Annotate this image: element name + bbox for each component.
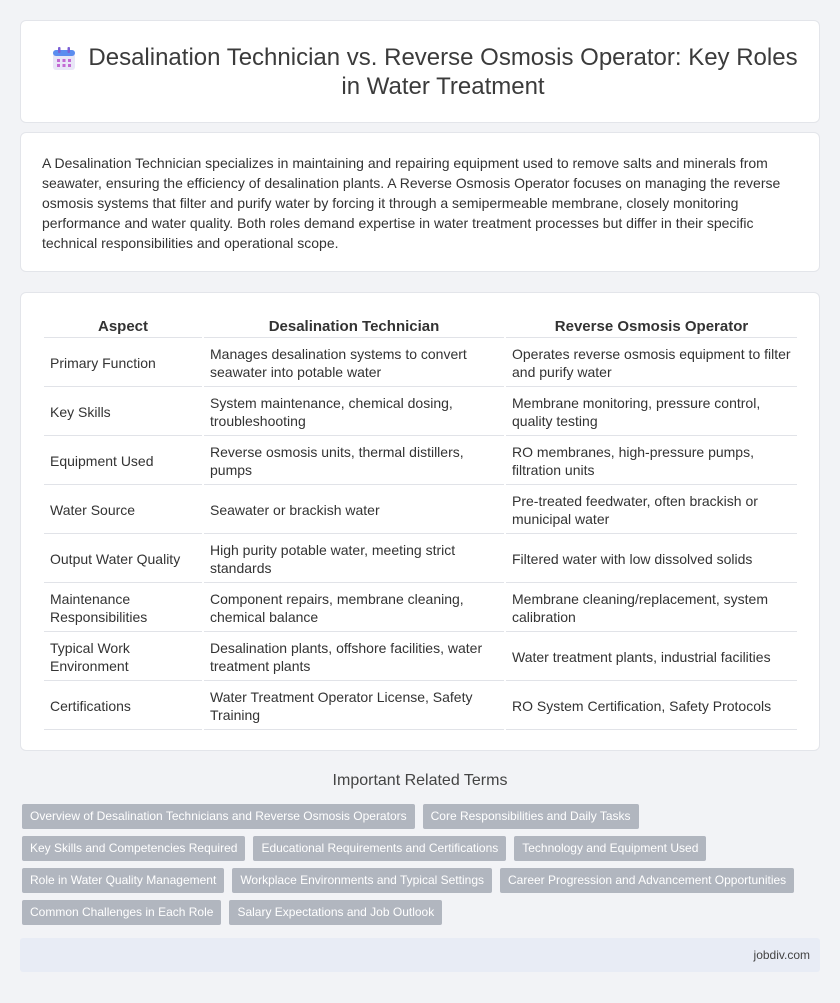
- tag-row: [22, 836, 822, 868]
- table-cell: Water Treatment Operator License, Safety Training: [204, 683, 504, 730]
- related-term-tag[interactable]: Key Skills and Competencies Required: [22, 836, 245, 861]
- footer-bar: [20, 938, 820, 972]
- table-cell: Operates reverse osmosis equipment to filter and purify water: [506, 340, 797, 387]
- table-cell: Water treatment plants, industrial facilities: [506, 634, 797, 681]
- table-cell: Membrane cleaning/replacement, system calibration: [506, 585, 797, 632]
- table-row: [44, 536, 797, 583]
- column-header-reverse-osmosis-operator: Reverse Osmosis Operator: [506, 314, 797, 338]
- table-row: [44, 683, 797, 730]
- footer-site-link[interactable]: jobdiv.com: [753, 948, 810, 962]
- related-terms-tags: [22, 804, 822, 932]
- table-cell: High purity potable water, meeting strict standards: [204, 536, 504, 583]
- table-cell-aspect: Certifications: [44, 683, 202, 730]
- table-cell-aspect: Equipment Used: [44, 438, 202, 485]
- related-term-tag[interactable]: Core Responsibilities and Daily Tasks: [423, 804, 639, 829]
- related-term-tag[interactable]: Salary Expectations and Job Outlook: [229, 900, 442, 925]
- column-header-aspect: Aspect: [44, 314, 202, 338]
- header-card: [20, 20, 820, 123]
- table-header-row: [44, 314, 797, 338]
- related-term-tag[interactable]: Common Challenges in Each Role: [22, 900, 221, 925]
- table-cell: Filtered water with low dissolved solids: [506, 536, 797, 583]
- table-cell: Membrane monitoring, pressure control, quality testing: [506, 389, 797, 436]
- table-row: [44, 340, 797, 387]
- comparison-table: [42, 312, 799, 732]
- table-row: [44, 487, 797, 534]
- table-cell: Pre-treated feedwater, often brackish or municipal water: [506, 487, 797, 534]
- column-header-desalination-technician: Desalination Technician: [204, 314, 504, 338]
- page-title: Desalination Technician vs. Reverse Osmosis Operator: Key Roles in Water Treatment: [88, 44, 798, 100]
- related-term-tag[interactable]: Workplace Environments and Typical Settings: [232, 868, 492, 893]
- tag-row: [22, 868, 822, 900]
- table-row: [44, 585, 797, 632]
- related-term-tag[interactable]: Technology and Equipment Used: [514, 836, 706, 861]
- table-cell: Component repairs, membrane cleaning, chemical balance: [204, 585, 504, 632]
- related-term-tag[interactable]: Overview of Desalination Technicians and Reverse Osmosis Operators: [22, 804, 415, 829]
- table-cell-aspect: Output Water Quality: [44, 536, 202, 583]
- table-row: [44, 389, 797, 436]
- table-cell: Seawater or brackish water: [204, 487, 504, 534]
- table-cell: Desalination plants, offshore facilities, water treatment plants: [204, 634, 504, 681]
- table-cell: RO System Certification, Safety Protocols: [506, 683, 797, 730]
- related-term-tag[interactable]: Role in Water Quality Management: [22, 868, 224, 893]
- comparison-table-card: [20, 292, 820, 751]
- table-cell-aspect: Primary Function: [44, 340, 202, 387]
- tag-row: [22, 804, 822, 836]
- table-cell-aspect: Maintenance Responsibilities: [44, 585, 202, 632]
- table-cell: System maintenance, chemical dosing, troubleshooting: [204, 389, 504, 436]
- related-term-tag[interactable]: Career Progression and Advancement Opportunities: [500, 868, 794, 893]
- intro-card: [20, 132, 820, 272]
- table-cell-aspect: Key Skills: [44, 389, 202, 436]
- table-cell: Manages desalination systems to convert seawater into potable water: [204, 340, 504, 387]
- table-row: [44, 438, 797, 485]
- table-cell-aspect: Water Source: [44, 487, 202, 534]
- related-term-tag[interactable]: Educational Requirements and Certifications: [253, 836, 506, 861]
- table-row: [44, 634, 797, 681]
- table-cell: RO membranes, high-pressure pumps, filtration units: [506, 438, 797, 485]
- intro-paragraph: A Desalination Technician specializes in maintaining and repairing equipment used to remove salts and minerals from seawater, ensuring the efficiency of desalination plants. A Reverse Osmosis Operator focuses on managing the reverse osmosis systems that filter and purify water by forcing it through a semipermeable membrane, closely monitoring performance and water quality. Both roles demand expertise in water treatment processes but differ in their specific technical responsibilities and operational scope.: [42, 155, 781, 251]
- related-terms-title: Important Related Terms: [332, 772, 508, 789]
- table-cell: Reverse osmosis units, thermal distillers, pumps: [204, 438, 504, 485]
- tag-row: [22, 900, 822, 932]
- table-cell-aspect: Typical Work Environment: [44, 634, 202, 681]
